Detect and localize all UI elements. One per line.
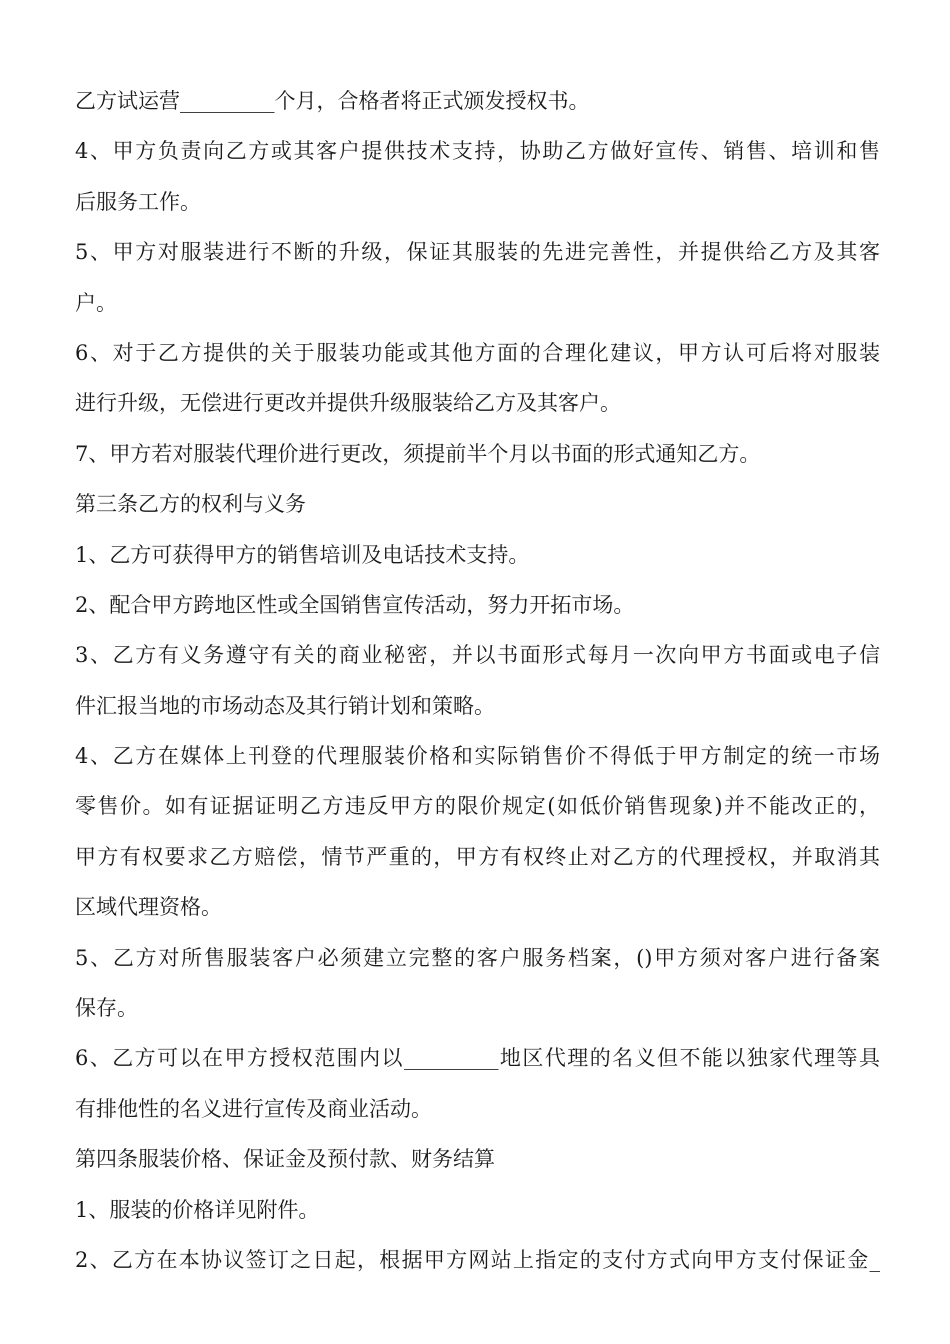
text-line: 6、乙方可以在甲方授权范围内以_________地区代理的名义但不能以独家代理等具 [75, 1046, 880, 1071]
text-line: 2、配合甲方跨地区性或全国销售宣传活动，努力开拓市场。 [75, 592, 635, 617]
text-line: 7、甲方若对服装代理价进行更改，须提前半个月以书面的形式通知乙方。 [75, 441, 761, 466]
text-line: 4、甲方负责向乙方或其客户提供技术支持，协助乙方做好宣传、销售、培训和售 [75, 139, 880, 164]
section-heading: 第四条服装价格、保证金及预付款、财务结算 [75, 1147, 495, 1172]
text-line: 6、对于乙方提供的关于服装功能或其他方面的合理化建议，甲方认可后将对服装 [75, 340, 880, 365]
text-line: 有排他性的名义进行宣传及商业活动。 [75, 1096, 432, 1121]
text-line: 保存。 [75, 996, 138, 1021]
document-body [75, 76, 880, 1285]
text-line: 4、乙方在媒体上刊登的代理服装价格和实际销售价不得低于甲方制定的统一市场 [75, 744, 880, 769]
text-line: 1、乙方可获得甲方的销售培训及电话技术支持。 [75, 542, 530, 567]
text-line: 1、服装的价格详见附件。 [75, 1197, 320, 1222]
text-line: 5、乙方对所售服装客户必须建立完整的客户服务档案，()甲方须对客户进行备案 [75, 945, 880, 970]
text-line: 乙方试运营_________个月，合格者将正式颁发授权书。 [75, 89, 590, 113]
text-line: 零售价。如有证据证明乙方违反甲方的限价规定(如低价销售现象)并不能改正的， [75, 794, 880, 819]
text-line: 进行升级，无偿进行更改并提供升级服装给乙方及其客户。 [75, 391, 621, 416]
text-line: 件汇报当地的市场动态及其行销计划和策略。 [75, 693, 495, 718]
text-line: 3、乙方有义务遵守有关的商业秘密，并以书面形式每月一次向甲方书面或电子信 [75, 643, 880, 668]
section-heading: 第三条乙方的权利与义务 [75, 492, 306, 517]
text-line: 2、乙方在本协议签订之日起，根据甲方网站上指定的支付方式向甲方支付保证金_ [75, 1247, 880, 1272]
text-line: 5、甲方对服装进行不断的升级，保证其服装的先进完善性，并提供给乙方及其客 [75, 240, 880, 265]
text-line: 后服务工作。 [75, 189, 201, 214]
text-line: 户。 [75, 290, 117, 315]
text-line: 甲方有权要求乙方赔偿，情节严重的，甲方有权终止对乙方的代理授权，并取消其 [75, 844, 880, 869]
text-line: 区域代理资格。 [75, 895, 222, 920]
